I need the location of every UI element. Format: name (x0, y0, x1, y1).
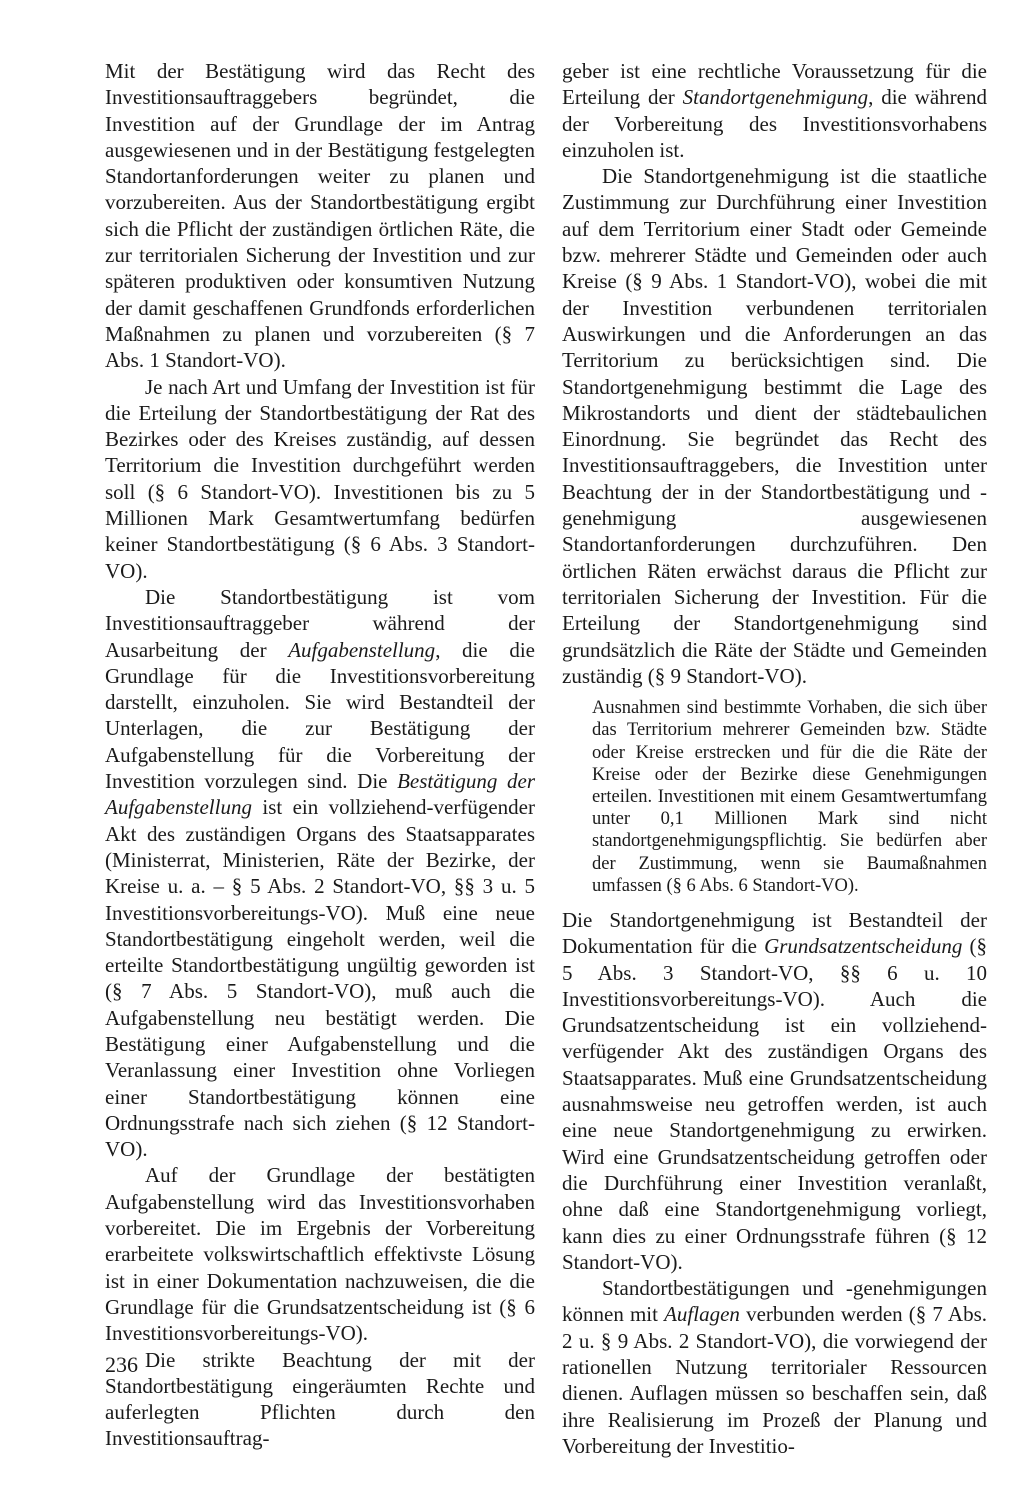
right-paragraph-1 (562, 58, 987, 163)
italic-term: Aufgabenstellung (288, 637, 436, 662)
text-run: ist ein vollziehend-verfügender Akt des zuständigen Organs des Staatsapparates (Ministerrat, Ministerien, Räte der Bezirke, der Kreise u. a. – § 5 Abs. 2 Standort-VO, §§ 3 u. 5 Investitionsvorbereitungs-VO). Muß eine neue Standortbestätigung eingeholt werden, weil die erteilte Standortbestätigung ungültig geworden ist (§ 7 Abs. 5 Standort-VO), muß auch die Aufgabenstellung neu bestätigt werden. Die Bestätigung einer Aufgabenstellung und die Veranlassung einer Investition ohne Vorliegen einer Standortbestätigung können eine Ordnungsstrafe nach sich ziehen (§ 12 Standort-VO). (105, 795, 535, 1162)
page-number: 236 (105, 1352, 138, 1377)
text-run: Standortbestätigungen und -genehmigungen können mit (562, 1276, 987, 1327)
right-note: Ausnahmen sind bestimmte Vorhaben, die sich über das Territorium mehrerer Gemeinden bzw. Städte oder Kreise erstrecken und für die die Räte der Kreise oder der Bezirke diese Genehmigungen erteilen. Investitionen mit einem Gesamtwertumfang unter 0,1 Millionen Mark sind nicht standortgenehmigungspflichtig. Sie bedürfen aber der Zustimmung, wenn sie Baumaßnahmen umfassen (§ 6 Abs. 6 Standort-VO). (592, 698, 987, 896)
text-run: , die die Grundlage für die Investitionsvorbereitung darstellt, einzuholen. Sie wird Bestandteil der Unterlagen, die zur Bestätigung der Aufgabenstellung für die Vorbereitung der Investition vorzulegen sind. Die (105, 637, 535, 794)
right-paragraph-2: Die Standortgenehmigung ist die staatliche Zustimmung zur Durchführung einer Investition auf dem Territorium einer Stadt oder Gemeinde bzw. mehrerer Städte und Gemeinden oder auch Kreise (§ 9 Abs. 1 Standort-VO), wobei die mit der Investition verbundenen territorialen Auswirkungen und die Anforderungen an das Territorium zu berücksichtigen sind. Die Standortgenehmigung bestimmt die Lage des Mikrostandorts und dient der städtebaulichen Einordnung. Sie begründet das Recht des Investitionsauftraggebers, die Investition unter Beachtung der in der Standortbestätigung und -genehmigung ausgewiesenen Standortanforderungen durchzuführen. Den örtlichen Räten erwächst daraus die Pflicht zur territorialen Sicherung der Investition. Für die Erteilung der Standortgenehmigung sind grundsätzlich die Räte der Städte und Gemeinden zuständig (§ 9 Standort-VO). (562, 164, 987, 688)
text-run: , die während der Vorbereitung des Investitionsvorhabens einzuholen ist. (562, 85, 987, 162)
text-run: geber ist eine rechtliche Voraussetzung für die Erteilung der (562, 59, 987, 110)
left-paragraph-5: Die strikte Beachtung der mit der Standortbestätigung eingeräumten Rechte und auferlegten Pflichten durch den Investitionsauftrag- (105, 1347, 535, 1451)
text-run: Die Standortgenehmigung ist Bestandteil der Dokumentation für die (562, 907, 987, 959)
right-paragraph-3 (562, 907, 987, 1275)
left-paragraph-3 (105, 584, 535, 1163)
italic-term: Bestätigung der Aufgabenstellung (105, 769, 535, 820)
left-paragraph-4: Auf der Grundlage der bestätigten Aufgabenstellung wird das Investitionsvorhaben vorbereitet. Die im Ergebnis der Vorbereitung erarbeitete volkswirtschaftlich effektivste Lösung ist in einer Dokumentation nachzuweisen, die die Grundlage für die Grundsatzentscheidung ist (§ 6 Investitionsvorbereitungs-VO). (105, 1163, 535, 1346)
left-paragraph-1: Mit der Bestätigung wird das Recht des Investitionsauftraggebers begründet, die Investition auf der Grundlage der im Antrag ausgewiesenen und in der Bestätigung festgelegten Standortanforderungen weiter zu planen und vorzubereiten. Aus der Standortbestätigung ergibt sich die Pflicht der zuständigen örtlichen Räte, die zur territorialen Sicherung der Investition und zur späteren produktiven oder konsumtiven Nutzung der damit geschaffenen Grundfonds erforderlichen Maßnahmen zu planen und vorzubereiten (§ 7 Abs. 1 Standort-VO). (105, 59, 535, 373)
text-run: (§ 5 Abs. 3 Standort-VO, §§ 6 u. 10 Investitionsvorbereitungs-VO). Auch die Grundsatzentscheidung ist ein vollziehend-verfügender Akt des zuständigen Organs des Staatsapparates. Muß eine Grundsatzentscheidung ausnahmsweise neu getroffen werden, ist auch eine neue Standortgenehmigung zu erwirken. Wird eine Grundsatzentscheidung getroffen oder die Durchführung einer Investition veranlaßt, ohne daß eine Standortgenehmigung vorliegt, kann dies zu einer Ordnungsstrafe führen (§ 12 Standort-VO). (562, 934, 987, 1274)
left-column (105, 58, 535, 1452)
italic-term: Grundsatzentscheidung (764, 934, 963, 959)
right-paragraph-4 (562, 1275, 987, 1459)
left-paragraph-2: Je nach Art und Umfang der Investition ist für die Erteilung der Standortbestätigung der Rat des Bezirkes oder des Kreises zuständig, auf dessen Territorium die Investition durchgeführt werden soll (§ 6 Standort-VO). Investitionen bis zu 5 Millionen Mark Gesamtwertumfang bedürfen keiner Standortbestätigung (§ 6 Abs. 3 Standort-VO). (105, 374, 535, 583)
right-column (562, 58, 987, 1459)
text-run: Die Standortbestätigung ist vom Investitionsauftraggeber während der Ausarbeitung der (105, 584, 535, 662)
italic-term: Auflagen (664, 1302, 740, 1327)
italic-term: Standortgenehmigung (682, 85, 869, 110)
text-run: verbunden werden (§ 7 Abs. 2 u. § 9 Abs. 2 Standort-VO), die vorwiegend der rationellen Nutzung territorialer Ressourcen dienen. Auflagen müssen so beschaffen sein, daß ihre Realisierung im Prozeß der Planung und Vorbereitung der Investitio- (562, 1302, 987, 1458)
